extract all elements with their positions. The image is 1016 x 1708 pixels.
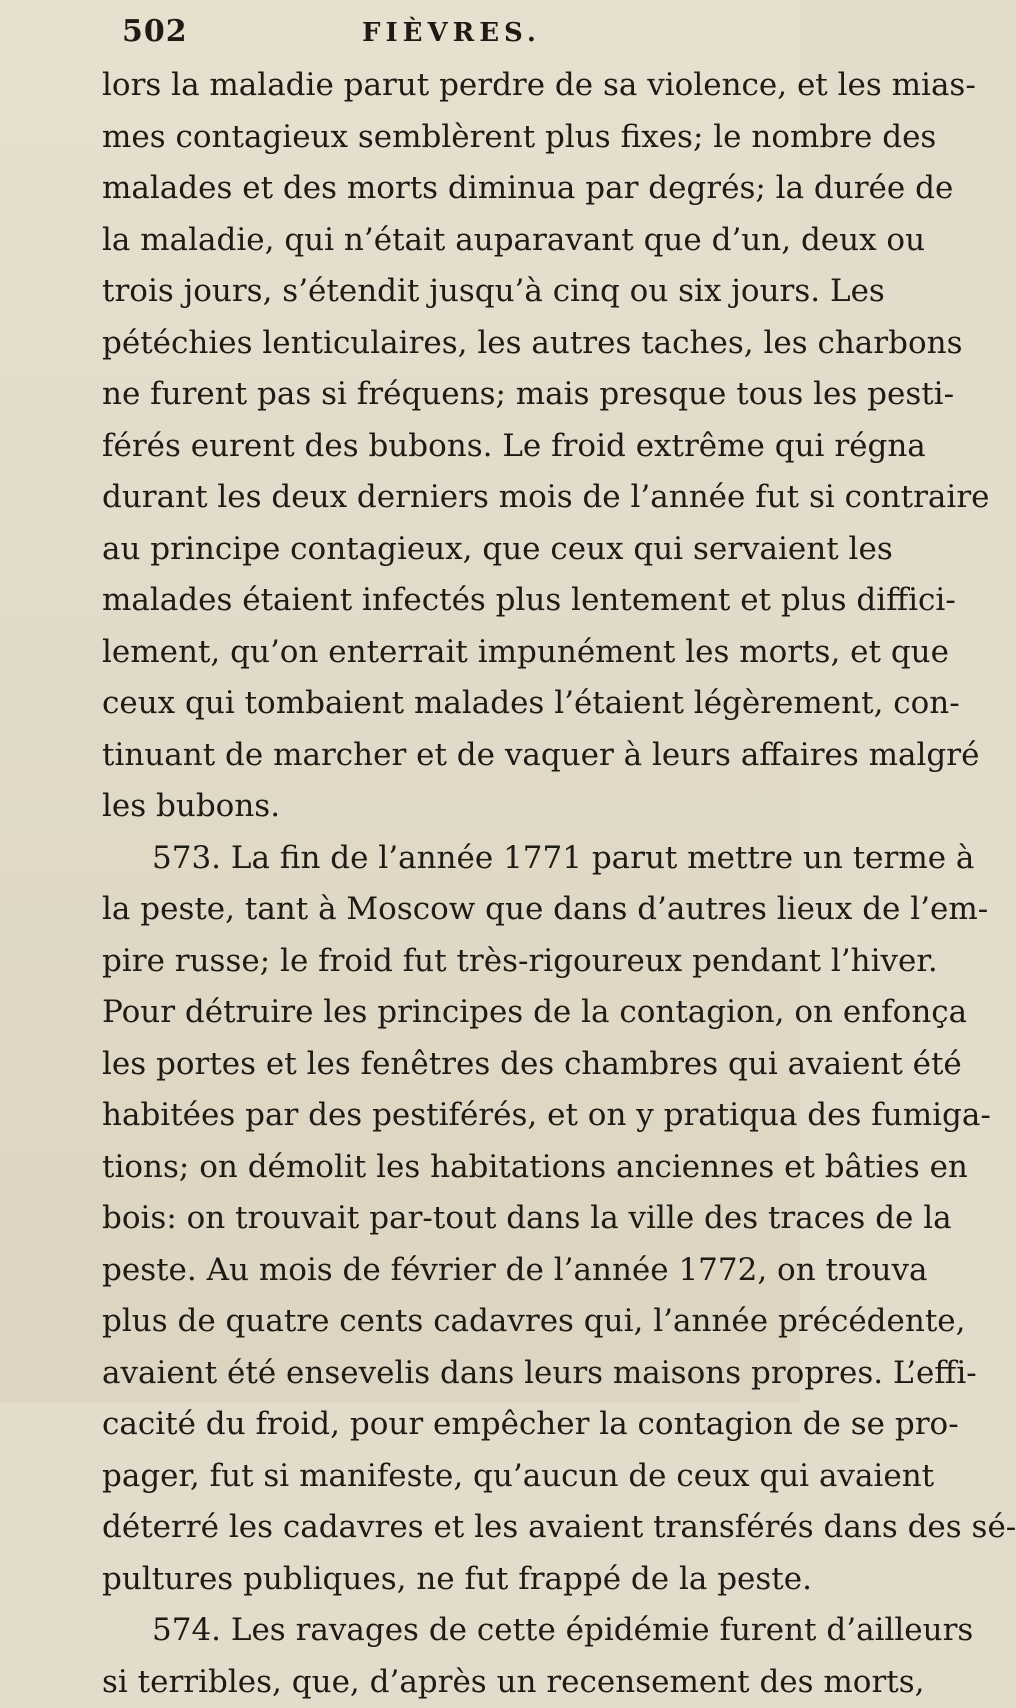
text-line: ne furent pas si fréquens; mais presque tous les pesti- (102, 369, 772, 421)
text-line: pétéchies lenticulaires, les autres taches, les charbons (102, 318, 772, 370)
page-header (122, 14, 642, 54)
text-line: plus de quatre cents cadavres qui, l’année précédente, (102, 1296, 772, 1348)
page-number: 502 (122, 14, 188, 49)
text-line: tions; on démolit les habitations anciennes et bâties en (102, 1142, 772, 1194)
running-head: FIÈVRES. (362, 18, 541, 48)
text-line: mes contagieux semblèrent plus fixes; le nombre des (102, 112, 772, 164)
text-line: au principe contagieux, que ceux qui servaient les (102, 524, 772, 576)
text-line: lement, qu’on enterrait impunément les morts, et que (102, 627, 772, 679)
text-line: cacité du froid, pour empêcher la contagion de se pro- (102, 1399, 772, 1451)
text-line: Pour détruire les principes de la contagion, on enfonça (102, 987, 772, 1039)
text-line: avaient été ensevelis dans leurs maisons propres. L’effi- (102, 1348, 772, 1400)
text-line: pire russe; le froid fut très-rigoureux pendant l’hiver. (102, 936, 772, 988)
text-line: les portes et les fenêtres des chambres qui avaient été (102, 1039, 772, 1091)
text-line: malades étaient infectés plus lentement et plus diffici- (102, 575, 772, 627)
text-line: ceux qui tombaient malades l’étaient légèrement, con- (102, 678, 772, 730)
text-line: pager, fut si manifeste, qu’aucun de ceux qui avaient (102, 1451, 772, 1503)
text-line: habitées par des pestiférés, et on y pratiqua des fumiga- (102, 1090, 772, 1142)
text-line: lors la maladie parut perdre de sa violence, et les mias- (102, 60, 772, 112)
text-line: la peste, tant à Moscow que dans d’autres lieux de l’em- (102, 884, 772, 936)
text-line: peste. Au mois de février de l’année 1772, on trouva (102, 1245, 772, 1297)
text-line: 574. Les ravages de cette épidémie furent d’ailleurs (102, 1605, 772, 1657)
text-line: les bubons. (102, 781, 772, 833)
text-line: férés eurent des bubons. Le froid extrême qui régna (102, 421, 772, 473)
text-line: durant les deux derniers mois de l’année fut si contraire (102, 472, 772, 524)
text-line: tinuant de marcher et de vaquer à leurs affaires malgré (102, 730, 772, 782)
body-text (102, 60, 772, 1708)
text-line: déterré les cadavres et les avaient transférés dans des sé- (102, 1502, 772, 1554)
text-line: trois jours, s’étendit jusqu’à cinq ou six jours. Les (102, 266, 772, 318)
text-line: malades et des morts diminua par degrés; la durée de (102, 163, 772, 215)
text-line: si terribles, que, d’après un recensement des morts, (102, 1657, 772, 1708)
text-line: bois: on trouvait par-tout dans la ville des traces de la (102, 1193, 772, 1245)
text-line: 573. La fin de l’année 1771 parut mettre un terme à (102, 833, 772, 885)
text-line: la maladie, qui n’était auparavant que d’un, deux ou (102, 215, 772, 267)
text-line: pultures publiques, ne fut frappé de la peste. (102, 1554, 772, 1606)
